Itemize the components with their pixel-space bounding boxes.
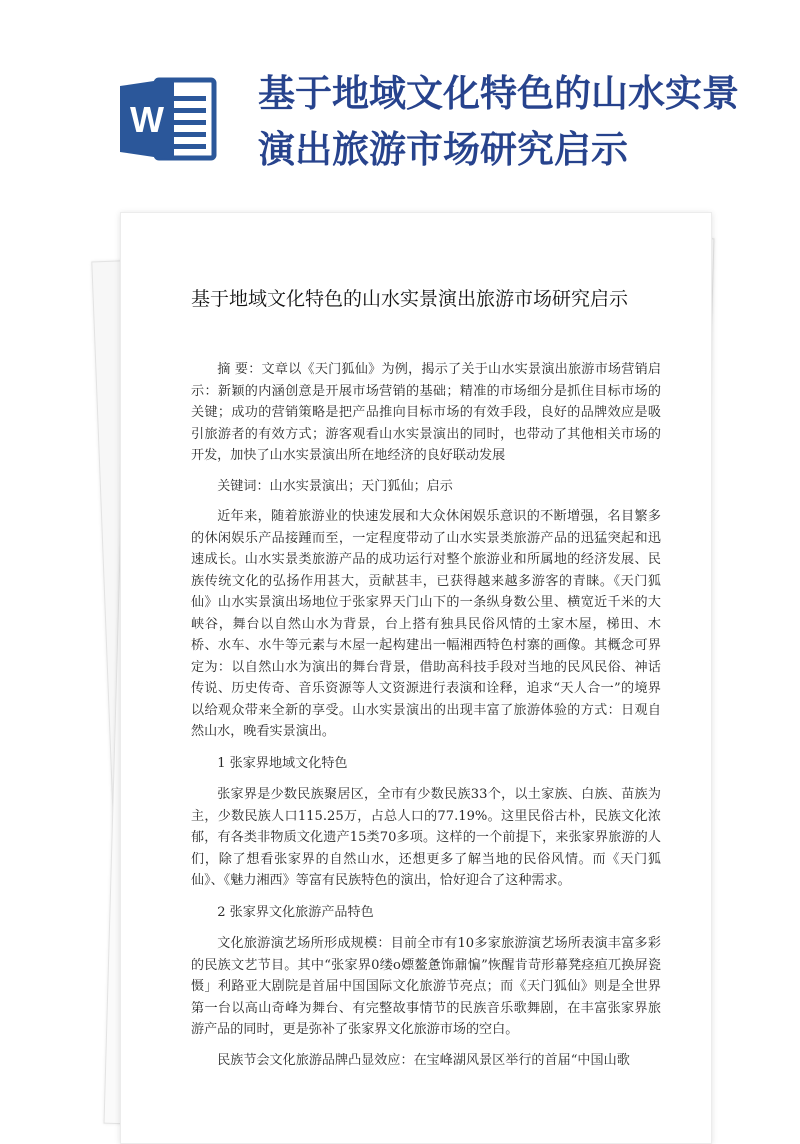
abstract-paragraph: 摘 要：文章以《天门狐仙》为例，揭示了关于山水实景演出旅游市场营销启示：新颖的内涵创意是开展市场营销的基础；精准的市场细分是抓住目标市场的关键；成功的营销策略是把产品推向目标市场的有效手段，良好的品牌效应是吸引旅游者的有效方式；游客观看山水实景演出的同时，也带动了其他相关市场的开发，加快了山水实景演出所在地经济的良好联动发展	[191, 362, 661, 463]
keywords-paragraph: 关键词：山水实景演出；天门狐仙；启示	[217, 478, 453, 494]
word-icon-letter: W	[130, 99, 164, 140]
header	[0, 0, 800, 200]
word-document-icon	[118, 76, 218, 162]
document-title: 基于地域文化特色的山水实景演出旅游市场研究启示	[191, 288, 629, 310]
header-title	[258, 66, 778, 178]
section-paragraph: 文化旅游演艺场所形成规模：目前全市有10多家旅游演艺场所表演丰富多彩的民族文艺节目。其中“张家界0缕o嫖鳌惫饰鼐惼”恢醒肯苛形幕凳痉疸兀换屏瓷慑」利路亚大剧院是首届中国国际文化旅游节亮点；而《天门狐仙》则是全世界第一台以高山奇峰为舞台、有完整故事情节的民族音乐歌舞剧，在丰富张家界旅游产品的同时，更是弥补了张家界文化旅游市场的空白。	[191, 936, 661, 1037]
header-title-line2: 演出旅游市场研究启示	[258, 128, 628, 171]
section-paragraph: 张家界是少数民族聚居区，全市有少数民族33个，以土家族、白族、苗族为主，少数民族人口115.25万，占总人口的77.19%。这里民俗古朴，民族文化浓郁，有各类非物质文化遗产15类70多项。这样的一个前提下，来张家界旅游的人们，除了想看张家界的自然山水，还想更多了解当地的民俗风情。而《天门狐仙》、《魅力湘西》等富有民族特色的演出，恰好迎合了这种需求。	[191, 787, 661, 888]
header-title-line1: 基于地域文化特色的山水实景	[258, 72, 739, 115]
intro-paragraph: 近年来，随着旅游业的快速发展和大众休闲娱乐意识的不断增强，名目繁多的休闲娱乐产品接踵而至，一定程度带动了山水实景类旅游产品的迅猛突起和迅速成长。山水实景类旅游产品的成功运行对整个旅游业和所属地的经济发展、民族传统文化的弘扬作用甚大，贡献甚丰，已获得越来越多游客的青睐。《天门狐仙》山水实景演出场地位于张家界天门山下的一条纵身数公里、横宽近千米的大峡谷，舞台以自然山水为背景，台上搭有独具民俗风情的土家木屋，梯田、木桥、水车、水牛等元素与木屋一起构建出一幅湘西特色村寨的画像。其概念可界定为：以自然山水为演出的舞台背景，借助高科技手段对当地的民风民俗、神话传说、历史传奇、音乐资源等人文资源进行表演和诠释，追求“天人合一”的境界以给观众带来全新的享受。山水实景演出的出现丰富了旅游体验的方式：日观自然山水，晚看实景演出。	[191, 509, 661, 739]
document-body	[191, 359, 661, 1071]
section-heading: 1 张家界地域文化特色	[217, 755, 348, 771]
document-preview	[0, 200, 800, 1130]
section-paragraph: 民族节会文化旅游品牌凸显效应：在宝峰湖风景区举行的首届“中国山歌	[217, 1052, 630, 1068]
document-page	[120, 212, 712, 1144]
section-heading: 2 张家界文化旅游产品特色	[217, 904, 374, 920]
